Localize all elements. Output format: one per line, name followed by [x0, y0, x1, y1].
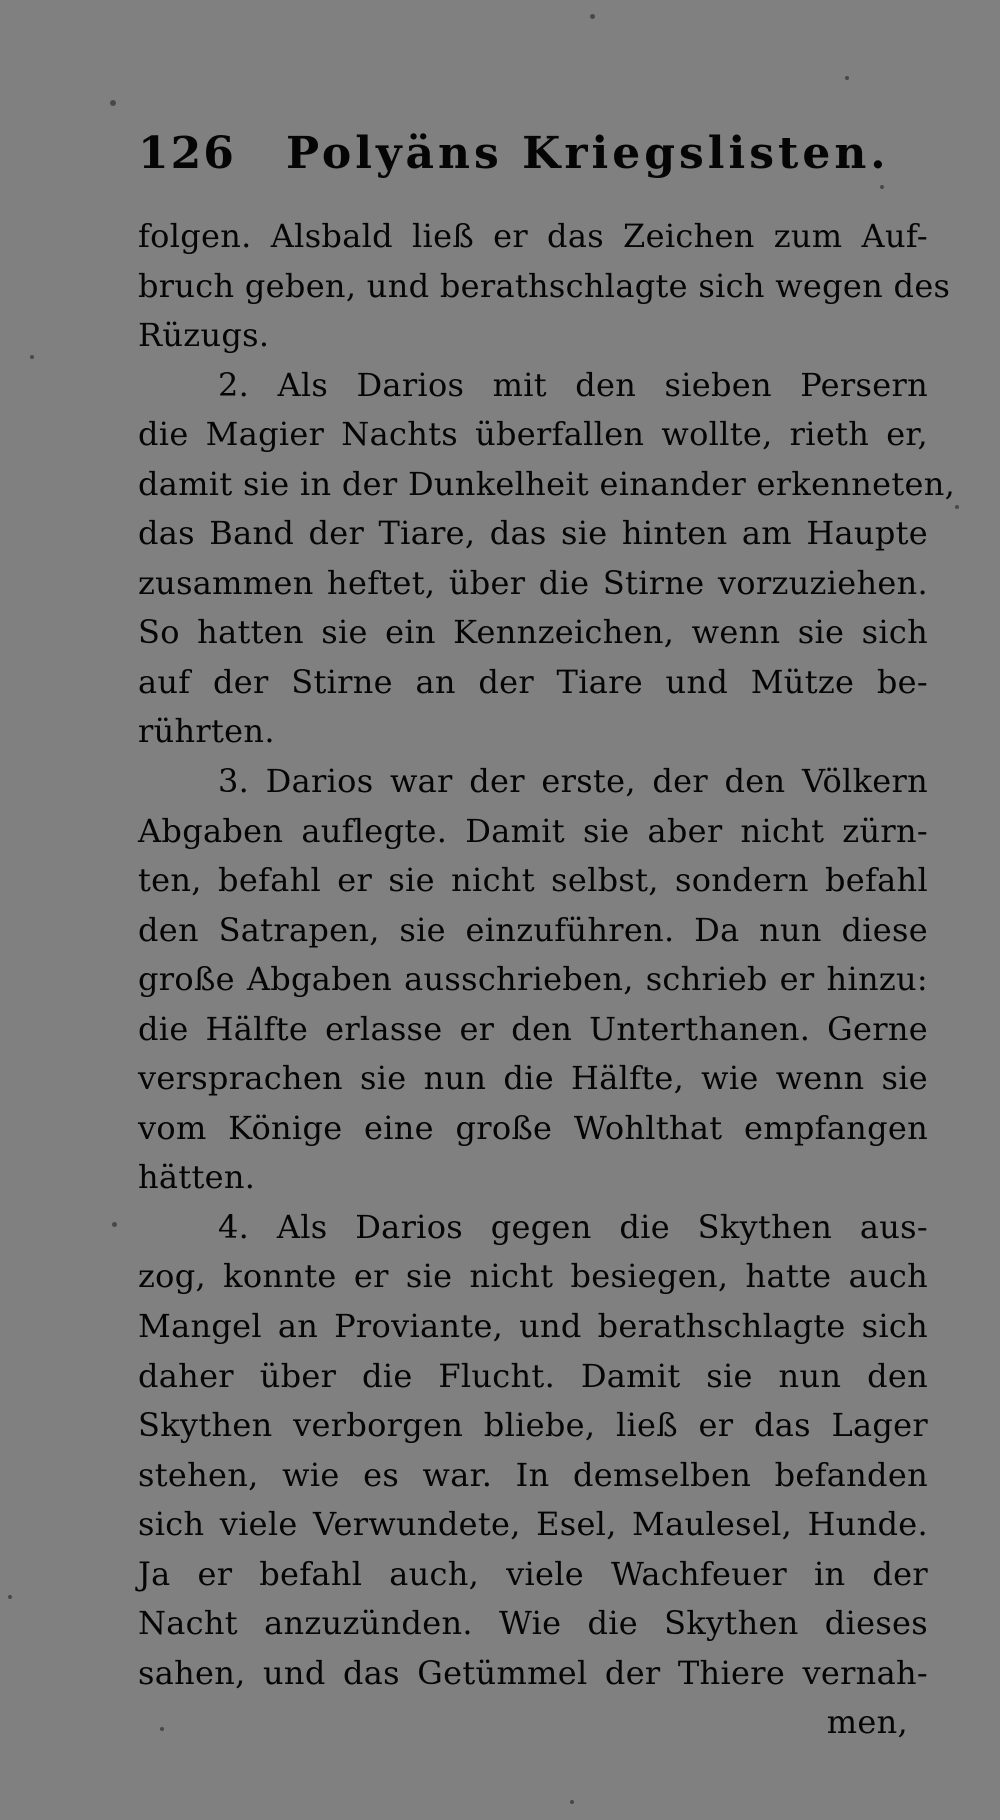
text-line: stehen, wie es war. In demselben befanden — [138, 1455, 928, 1494]
page-number: 126 — [138, 128, 236, 179]
text-line: Mangel an Proviante, und berathschlagte sich — [138, 1307, 928, 1346]
scan-speck — [112, 1222, 117, 1227]
scan-speck — [845, 76, 849, 80]
body-text — [138, 212, 956, 1748]
text-line: hätten. — [138, 1158, 256, 1197]
text-line: sich viele Verwundete, Esel, Maulesel, Hunde. — [138, 1505, 928, 1544]
text-line: große Abgaben ausschrieben, schrieb er hinzu: — [138, 960, 928, 999]
page-header — [138, 128, 938, 188]
text-line: damit sie in der Dunkelheit einander erkenneten, — [138, 464, 956, 503]
text-line: Skythen verborgen bliebe, ließ er das Lager — [138, 1406, 928, 1445]
scan-speck — [590, 14, 595, 19]
text-line: folgen. Alsbald ließ er das Zeichen zum Auf- — [138, 217, 928, 255]
scan-speck — [110, 100, 116, 106]
text-line: versprachen sie nun die Hälfte, wie wenn sie — [138, 1059, 928, 1098]
text-line: Abgaben auflegte. Damit sie aber nicht zürn- — [138, 811, 928, 850]
text-line: das Band der Tiare, das sie hinten am Haupte — [138, 514, 928, 553]
paragraph-start-2: 2. Als Darios mit den sieben Persern — [218, 365, 928, 404]
text-line: sahen, und das Getümmel der Thiere vernah- — [138, 1653, 928, 1692]
text-line: zusammen heftet, über die Stirne vorzuziehen. — [138, 563, 928, 602]
text-line: auf der Stirne an der Tiare und Mütze be- — [138, 662, 928, 701]
text-line: zog, konnte er sie nicht besiegen, hatte auch — [138, 1257, 928, 1296]
text-line: Rüzugs. — [138, 316, 270, 355]
text-line: vom Könige eine große Wohlthat empfangen — [138, 1108, 928, 1147]
text-line: bruch geben, und berathschlagte sich wegen des — [138, 266, 951, 305]
scan-speck — [8, 1595, 12, 1599]
text-line: Ja er befahl auch, viele Wachfeuer in der — [138, 1554, 928, 1593]
paragraph-start-4: 4. Als Darios gegen die Skythen aus- — [218, 1207, 928, 1246]
paragraph-start-3: 3. Darios war der erste, der den Völkern — [218, 762, 928, 801]
scan-speck — [160, 1727, 164, 1731]
catchword: men, — [826, 1703, 908, 1742]
scan-speck — [880, 185, 884, 189]
text-line: ten, befahl er sie nicht selbst, sondern befahl — [138, 861, 928, 900]
text-line: Nacht anzuzünden. Wie die Skythen dieses — [138, 1604, 928, 1643]
scan-speck — [955, 505, 959, 509]
text-line: die Magier Nachts überfallen wollte, rieth er, — [138, 415, 928, 454]
text-line: die Hälfte erlasse er den Unterthanen. Gerne — [138, 1009, 928, 1048]
text-line: rührten. — [138, 712, 275, 751]
text-line: den Satrapen, sie einzuführen. Da nun diese — [138, 910, 928, 949]
text-line: So hatten sie ein Kennzeichen, wenn sie sich — [138, 613, 928, 652]
running-title: Polyäns Kriegslisten. — [286, 128, 890, 179]
scan-speck — [30, 355, 34, 359]
text-line: daher über die Flucht. Damit sie nun den — [138, 1356, 928, 1395]
scan-speck — [570, 1800, 574, 1804]
